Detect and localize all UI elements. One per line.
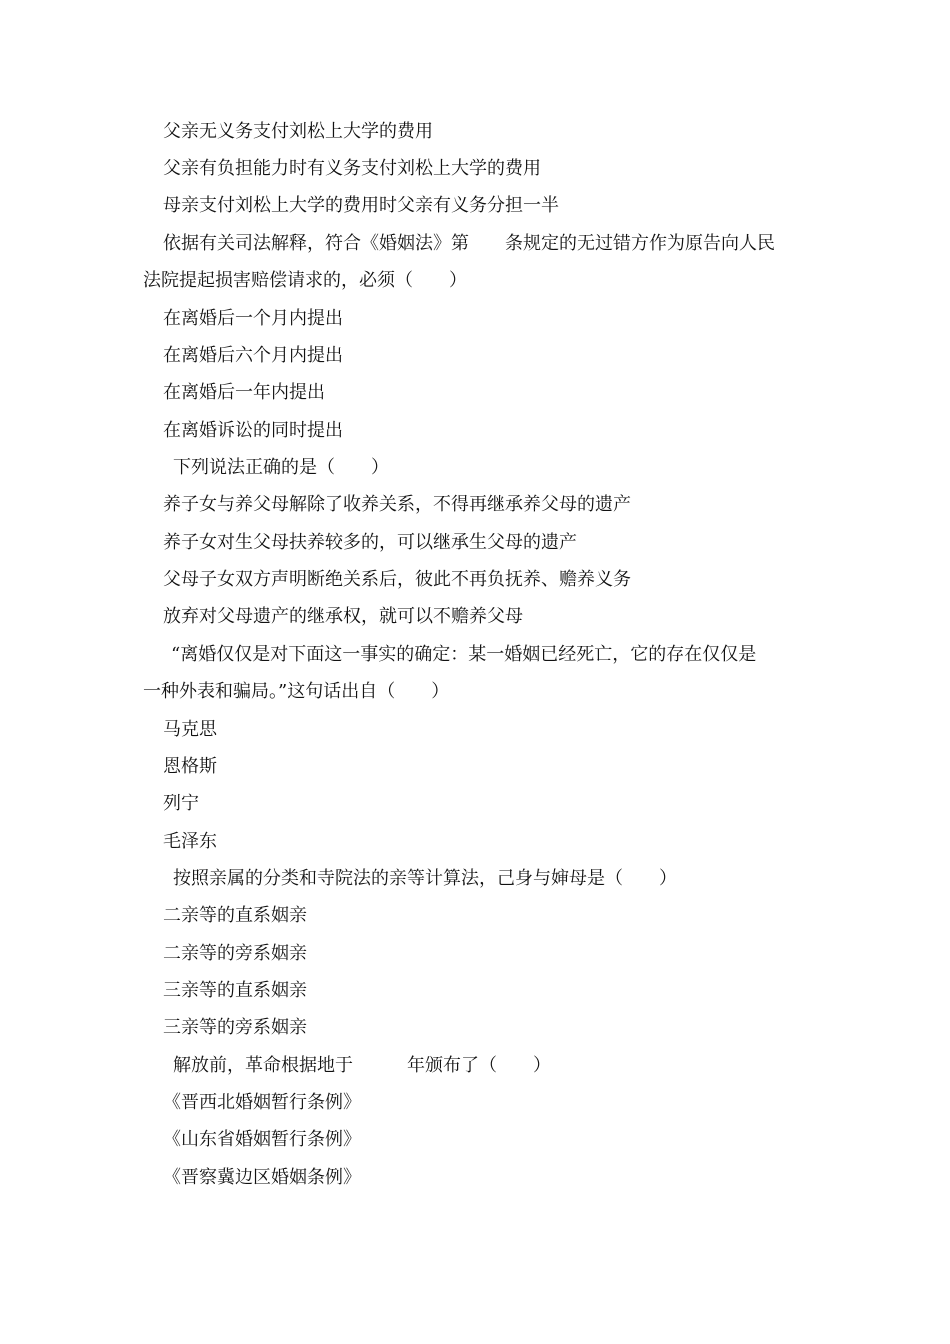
option-line: 马克思 (163, 719, 217, 740)
option-line: 恩格斯 (163, 756, 217, 777)
question-line: 法院提起损害赔偿请求的，必须（ ） (143, 270, 467, 291)
option-line: 父亲有负担能力时有义务支付刘松上大学的费用 (163, 158, 541, 179)
option-line: 父母子女双方声明断绝关系后，彼此不再负抚养、赡养义务 (163, 569, 631, 590)
option-line: 《山东省婚姻暂行条例》 (163, 1129, 361, 1150)
question-line: 按照亲属的分类和寺院法的亲等计算法，己身与婶母是（ ） (173, 868, 677, 889)
option-line: 父亲无义务支付刘松上大学的费用 (163, 121, 433, 142)
option-line: 三亲等的旁系姻亲 (163, 1017, 307, 1038)
question-line: 依据有关司法解释，符合《婚姻法》第 条规定的无过错方作为原告向人民 (163, 233, 775, 254)
option-line: 在离婚后六个月内提出 (163, 345, 343, 366)
option-line: 母亲支付刘松上大学的费用时父亲有义务分担一半 (163, 195, 559, 216)
option-line: 养子女与养父母解除了收养关系，不得再继承养父母的遗产 (163, 494, 631, 515)
option-line: 在离婚后一年内提出 (163, 382, 325, 403)
question-line: 一种外表和骗局。”这句话出自（ ） (143, 681, 450, 702)
option-line: 《晋西北婚姻暂行条例》 (163, 1092, 361, 1113)
option-line: 二亲等的直系姻亲 (163, 905, 307, 926)
option-line: 毛泽东 (163, 831, 217, 852)
option-line: 在离婚诉讼的同时提出 (163, 420, 343, 441)
question-line: “离婚仅仅是对下面这一事实的确定：某一婚姻已经死亡，它的存在仅仅是 (171, 644, 757, 665)
option-line: 三亲等的直系姻亲 (163, 980, 307, 1001)
question-line: 下列说法正确的是（ ） (173, 457, 389, 478)
option-line: 养子女对生父母扶养较多的，可以继承生父母的遗产 (163, 532, 577, 553)
question-line: 解放前，革命根据地于 年颁布了（ ） (173, 1055, 551, 1076)
option-line: 列宁 (163, 793, 199, 814)
option-line: 在离婚后一个月内提出 (163, 308, 343, 329)
option-line: 《晋察冀边区婚姻条例》 (163, 1167, 361, 1188)
option-line: 放弃对父母遗产的继承权，就可以不赡养父母 (163, 606, 523, 627)
option-line: 二亲等的旁系姻亲 (163, 943, 307, 964)
